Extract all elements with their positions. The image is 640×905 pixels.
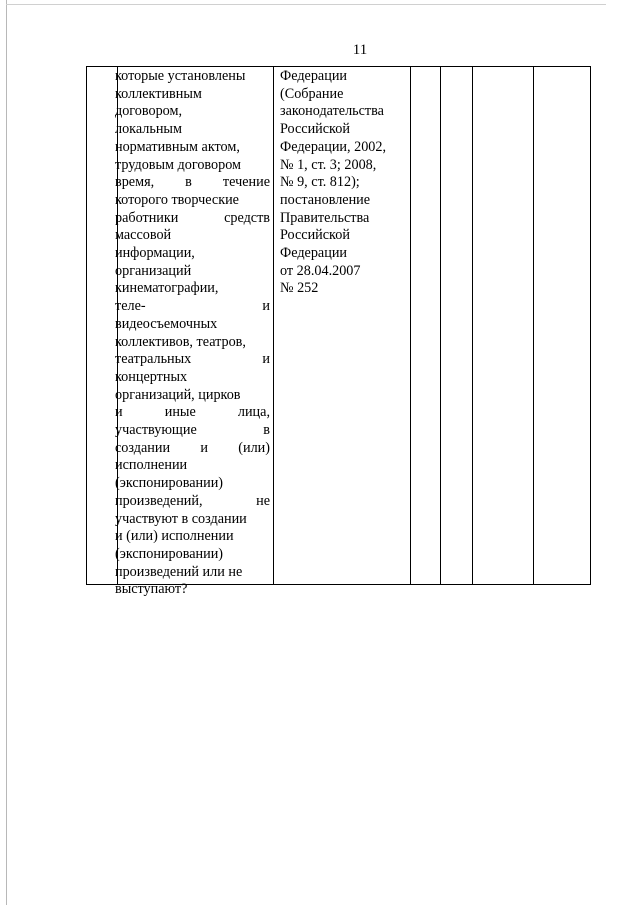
question-line: участвуют в создании [115,510,247,527]
page-number: 11 [352,42,368,58]
requisites-line: Федерации, 2002, [280,138,387,155]
question-line: которого творческие [115,191,239,208]
question-line: нормативным актом, [115,138,240,155]
requisites-line: № 1, ст. 3; 2008, [280,156,377,173]
question-line: произведений, не [115,492,270,509]
requisites-line: (Собрание [280,85,344,102]
question-line: выступают? [115,581,188,598]
question-line: трудовым договором [115,156,242,173]
question-line: (экспонировании) [115,545,224,562]
question-line: массовой [115,227,172,244]
requisites-line: Российской [280,227,350,244]
question-line: исполнении [115,457,188,474]
question-line: локальным [115,121,182,138]
question-line: и (или) исполнении [115,528,234,545]
column-divider-5 [472,67,473,584]
column-divider-4 [440,67,441,584]
scan-edge-top [6,4,606,5]
question-line: кинематографии, [115,280,219,297]
legal-requisites-cell [280,68,398,298]
question-line: организаций, цирков [115,386,241,403]
requisites-line: Федерации [280,245,348,262]
question-line: коллективов, театров, [115,333,246,350]
column-divider-3 [410,67,411,584]
question-line: организаций [115,262,192,279]
question-line: создании и (или) [115,439,270,456]
question-line: коллективным [115,85,202,102]
question-line: время, в течение [115,174,270,191]
column-divider-6 [533,67,534,584]
question-line: видеосъемочных [115,315,218,332]
question-line: театральных и [115,351,270,368]
scan-edge-left [6,0,7,905]
question-line: которые установлены [115,68,246,84]
requisites-line: № 9, ст. 812); [280,174,360,191]
requisites-line: № 252 [280,280,319,297]
question-line: произведений или не [115,563,243,580]
question-line: концертных [115,368,188,385]
requisites-line: постановление [280,191,371,208]
column-divider-2 [273,67,274,584]
requisites-line: Федерации [280,68,348,84]
question-cell [115,68,270,599]
requisites-line: от 28.04.2007 [280,262,361,279]
question-line: участвующие в [115,422,270,439]
requisites-line: Правительства [280,209,370,226]
document-table [86,66,591,598]
question-line: (экспонировании) [115,475,224,492]
question-line: теле- и [115,298,270,315]
question-line: информации, [115,245,195,262]
question-line: и иные лица, [115,404,270,421]
question-line: работники средств [115,209,270,226]
requisites-line: законодательства [280,103,384,120]
question-line: договором, [115,103,183,120]
requisites-line: Российской [280,121,350,138]
